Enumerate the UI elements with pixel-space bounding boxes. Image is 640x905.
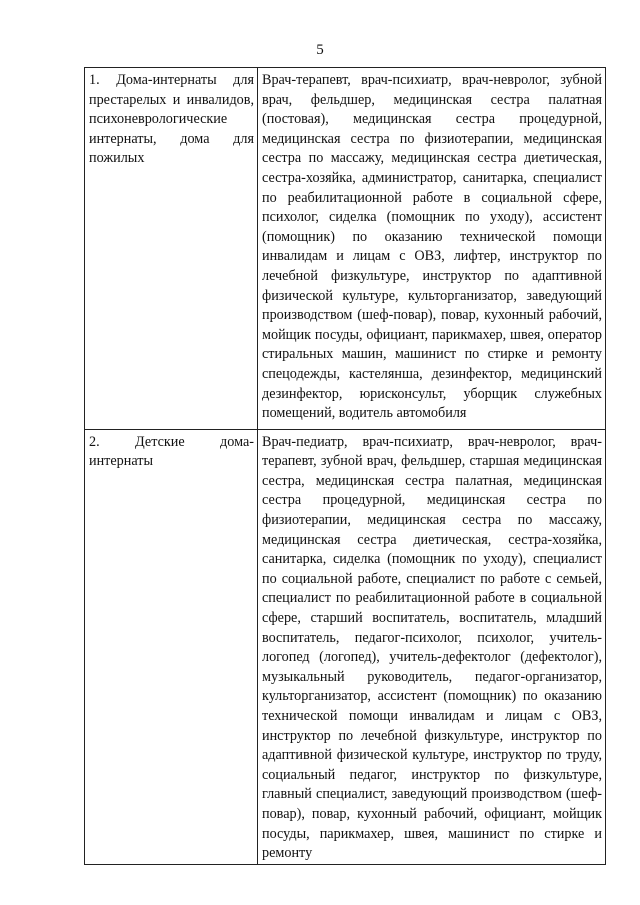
- positions-list-cell: Врач-терапевт, врач-психиатр, врач-невролог, зубной врач, фельдшер, медицинская сестра палатная (постовая), медицинская сестра процедурной, медицинская сестра по физиотерапии, медицинская сестра по массажу, медицинская сестра диетическая, сестра-хозяйка, администратор, санитарка, специалист по реабилитационной работе в социальной сфере, психолог, сиделка (помощник по уходу), ассистент (помощник) по оказанию технической помощи инвалидам и лицам с ОВЗ, лифтер, инструктор по лечебной физкультуре, инструктор по адаптивной физической культуре, культорганизатор, заведующий производством (шеф-повар), повар, кухонный рабочий, мойщик посуды, официант, парикмахер, швея, оператор стиральных машин, машинист по стирке и ремонту спецодежды, кастелянша, дезинфектор, медицинский дезинфектор, юрисконсульт, уборщик служебных помещений, водитель автомобиля: [258, 68, 606, 430]
- positions-table: [84, 67, 606, 865]
- institution-type-cell: 2. Детские дома-интернаты: [85, 429, 258, 864]
- table-row: [85, 68, 606, 430]
- institution-type-cell: 1. Дома-интернаты для престарелых и инвалидов, психоневрологические интернаты, дома для пожилых: [85, 68, 258, 430]
- positions-list-cell: Врач-педиатр, врач-психиатр, врач-невролог, врач-терапевт, зубной врач, фельдшер, старшая медицинская сестра, медицинская сестра палатная, медицинская сестра процедурной, медицинская сестра по физиотерапии, медицинская сестра по массажу, медицинская сестра диетическая, сестра-хозяйка, санитарка, сиделка (помощник по уходу), специалист по социальной работе, специалист по работе с семьей, специалист по реабилитационной работе в социальной сфере, старший воспитатель, воспитатель, младший воспитатель, педагог-психолог, психолог, учитель-логопед (логопед), учитель-дефектолог (дефектолог), музыкальный руководитель, педагог-организатор, культорганизатор, ассистент (помощник) по оказанию технической помощи инвалидам и лицам с ОВЗ, инструктор по лечебной физкультуре, инструктор по адаптивной физической культуре, инструктор по труду, социальный педагог, инструктор по физкультуре, главный специалист, заведующий производством (шеф-повар), повар, кухонный рабочий, официант, мойщик посуды, парикмахер, швея, машинист по стирке и ремонту: [258, 429, 606, 864]
- table-row: [85, 429, 606, 864]
- page-number: 5: [316, 42, 324, 58]
